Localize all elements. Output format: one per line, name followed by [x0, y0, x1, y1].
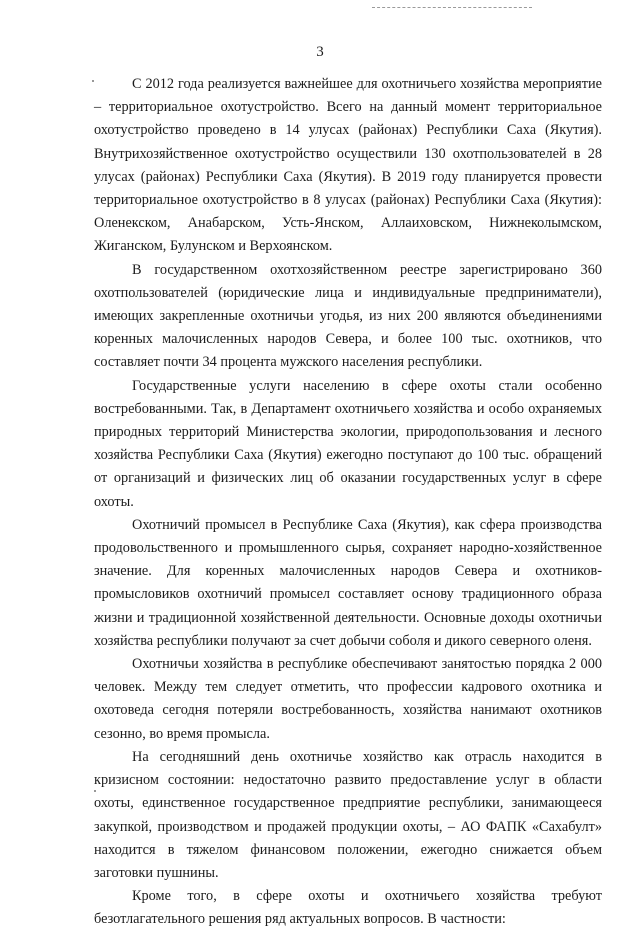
paragraph-crisis-state: На сегодняшний день охотничье хозяйство как отрасль находится в кризисном состоянии: недостаточно развито предоставление услуг в области охоты, единственное государственное предприятие республики, занимающееся закупкой, производством и продажей продукции охоты, – АО ФАПК «Сахабулт» находится в тяжелом финансовом положении, ежегодно снижается объем заготовки пушнины.: [94, 748, 602, 881]
paragraph-employment: Охотничьи хозяйства в республике обеспечивают занятостью порядка 2 000 человек. Между тем следует отметить, что профессии кадрового охотника и охотоведа сегодня потеряли востребованность, хозяйства нанимают охотников сезонно, во время промысла.: [94, 656, 602, 742]
paragraph-urgent-issues: Кроме того, в сфере охоты и охотничьего хозяйства требуют безотлагательного решения ряд актуальных вопросов. В частности:: [94, 888, 602, 928]
paragraph-hunting-trade: Охотничий промысел в Республике Саха (Якутия), как сфера производства продовольственного и промышленного сырья, сохраняет народно-хозяйственное значение. Для коренных малочисленных народов Севера и охотников-промысловиков охотничий промысел составляет основу традиционного образа жизни и традиционной хозяйственной деятельности. Основные доходы охотничьи хозяйства республики получают за счет добычи соболя и дикого северного оленя.: [94, 516, 602, 649]
paragraph-hunting-management: С 2012 года реализуется важнейшее для охотничьего хозяйства мероприятие – территориальное охотустройство. Всего на данный момент территориальное охотустройство проведено в 14 улусах (районах) Республики Саха (Якутия). Внутрихозяйственное охотустройство осуществили 130 охотпользователей в 28 улусах (районах) Республики Саха (Якутия). В 2019 году планируется провести территориальное охотустройство в 8 улусах (районах) Республики Саха (Якутия): Оленекском, Анабарском, Усть-Янском, Аллаиховском, Нижнеколымском, Жиганском, Булунском и Верхоянском.: [94, 76, 602, 255]
scan-header-rule: [372, 7, 532, 8]
page-number: 3: [316, 44, 324, 60]
document-body: [94, 73, 602, 932]
paragraph-public-services: Государственные услуги населению в сфере охоты стали особенно востребованными. Так, в Департамент охотничьего хозяйства и особо охраняемых природных территорий Министерства экологии, природопользования и лесного хозяйства Республики Саха (Якутия) ежегодно поступают до 100 тыс. обращений от организаций и физических лиц об оказании государственных услуг в сфере охоты.: [94, 377, 602, 510]
paragraph-hunting-registry: В государственном охотхозяйственном реестре зарегистрировано 360 охотпользователей (юридические лица и индивидуальные предприниматели), имеющих закрепленные охотничьи угодья, из них 200 являются объединениями коренных малочисленных народов Севера, и более 100 тыс. охотников, что составляет почти 34 процента мужского населения республики.: [94, 261, 602, 371]
